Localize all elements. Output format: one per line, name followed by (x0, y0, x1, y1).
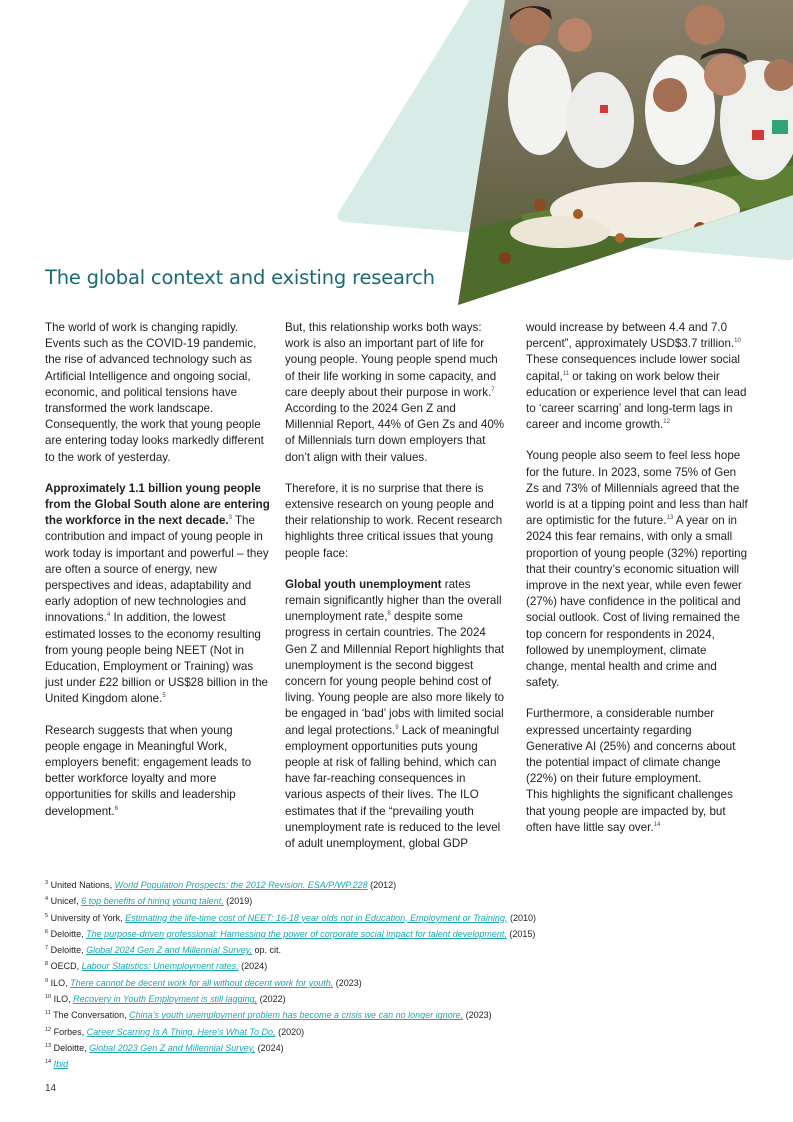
paragraph-text: Research suggests that when young people engage in Meaningful Work, employers benefit: engagement leads to better workforce loyalty and more opportunities for skills and leadership development. (45, 723, 252, 818)
footnote-ref: 7 (491, 386, 495, 393)
paragraph-text: These consequences include lower social capital, (526, 353, 740, 383)
footnote-number: 13 (45, 1042, 52, 1049)
footnote-source: Deloitte, (50, 945, 87, 956)
highlight-text: Approximately 1.1 billion young people from the Global South alone are entering the workforce in the next decade. (45, 481, 270, 528)
paragraph-text: The contribution and impact of young people in work today is important and powerful – they are often a source of energy, new perspectives and ideas, adaptability and early adoption of new technologies and innovations. (45, 514, 269, 625)
footnote-item (45, 910, 765, 926)
footnote-item (45, 942, 765, 958)
footnote-source: Deloitte, (53, 1042, 90, 1053)
footnotes (45, 877, 765, 1073)
page-title: The global context and existing research (45, 266, 435, 289)
footnote-item (45, 877, 765, 893)
footnote-number: 11 (45, 1010, 51, 1017)
footnote-link[interactable]: Ibid (53, 1059, 69, 1070)
footnote-link[interactable]: Career Scarring Is A Thing. Here’s What To Do, (86, 1026, 276, 1037)
footnote-tail: op. cit. (252, 945, 282, 956)
paragraph-text: But, this relationship works both ways: work is also an important part of life for young people. Young people spend much of their life working in some capacity, and care deeply about their purpose in work. (285, 321, 498, 399)
footnote-item (45, 991, 765, 1007)
footnote-number: 14 (45, 1059, 52, 1066)
paragraph-text: This highlights the significant challenges that young people are impacted by, but often have little say over. (526, 788, 733, 834)
paragraph-text: or taking on work below their education or experience level that can lead to ‘career scarring’ and long-term lags in career and income growth. (526, 369, 747, 432)
footnote-number: 6 (45, 928, 49, 935)
footnote-ref: 4 (106, 612, 111, 619)
footnote-item (45, 1040, 765, 1056)
footnote-tail: (2024) (255, 1042, 284, 1053)
footnote-link[interactable]: China’s youth unemployment problem has become a crisis we can no longer ignore, (129, 1010, 464, 1021)
footnote-link[interactable]: Labour Statistics: Unemployment rates, (81, 961, 239, 972)
paragraph-text: According to the 2024 Gen Z and Millennial Report, 44% of Gen Zs and 40% of Millennials turn down employers that don’t align with their values. (285, 402, 505, 464)
column-2 (285, 320, 505, 867)
footnote-ref: 10 (734, 338, 741, 345)
column-3 (526, 320, 750, 851)
paragraph (526, 448, 750, 691)
footnote-link[interactable]: There cannot be decent work for all without decent work for youth, (70, 977, 334, 988)
footnote-item (45, 1007, 765, 1023)
footnote-source: ILO, (53, 994, 74, 1005)
footnote-source: Unicef, (50, 896, 82, 907)
paragraph-text: despite some progress in certain countries. The 2024 Gen Z and Millennial Report highlights that unemployment is the second biggest concern for young people behind cost of living. Young people are also more likely to be engaged in ‘bad’ jobs with limited social and legal protections. (285, 610, 505, 737)
paragraph-text: would increase by between 4.4 and 7.0 percent”, approximately USD$3.7 trillion. (526, 321, 735, 351)
paragraph (285, 481, 505, 562)
paragraph-text: Therefore, it is no surprise that there is extensive research on young people and their relationship to work. Recent research highlights three critical issues that young people face: (285, 481, 503, 560)
footnote-item (45, 926, 765, 942)
footnote-source: University of York, (50, 912, 126, 923)
footnote-ref: 6 (114, 805, 118, 812)
hero-image (0, 0, 793, 310)
footnote-ref: 11 (562, 370, 569, 377)
footnote-item (45, 1056, 765, 1072)
paragraph-text: rates remain significantly higher than the overall unemployment rate, (285, 577, 502, 624)
footnote-number: 10 (45, 994, 52, 1001)
highlight-text: Global youth unemployment (285, 577, 442, 591)
footnote-number: 9 (45, 977, 49, 984)
paragraph (526, 320, 750, 433)
footnote-tail: (2023) (333, 977, 362, 988)
footnote-ref: 13 (666, 515, 674, 522)
paragraph-text: Young people also seem to feel less hope for the future. In 2023, some 75% of Gen Zs and 73% of Millennials agreed that the world is at a tipping point and less than half are optimistic for the future. (526, 449, 748, 528)
footnote-source: Forbes, (53, 1026, 87, 1037)
footnote-tail: (2012) (367, 880, 397, 890)
footnote-number: 7 (45, 945, 49, 952)
footnote-link[interactable]: World Population Prospects: the 2012 Revision. ESA/P/WP.228 (114, 880, 368, 890)
footnote-tail: (2022) (257, 994, 286, 1005)
footnote-source: ILO, (50, 977, 71, 988)
footnote-ref: 12 (663, 419, 670, 426)
footnote-link[interactable]: Global 2024 Gen Z and Millennial Survey, (86, 945, 253, 956)
paragraph (526, 706, 750, 836)
footnote-link[interactable]: 6 top benefits of hiring young talent, (81, 896, 224, 907)
paragraph-text: A year on in 2024 this fear remains, with only a small proportion of young people (32%) reporting that their country’s economic situation will improve in the next year, while even fewer (27%) have confidence in the political and social outlook. Cost of living remained the top concern for respondents in 2024, followed by unemployment, climate change, mental health and crime and safety. (526, 514, 748, 690)
footnote-source: Deloitte, (50, 928, 87, 939)
paragraph-text: Lack of meaningful employment opportunities puts young people at risk of falling behind, which can have far-reaching consequences in various aspects of their lives. The ILO estimates that if the “prevailing youth unemployment rate is reduced to the level of adult unemployment, global GDP (285, 723, 501, 851)
footnote-number: 4 (45, 896, 49, 903)
footnote-ref: 8 (387, 611, 391, 618)
paragraph-text: In addition, the lowest estimated losses to the economy resulting from young people being NEET (Not in Education, Employment or Training) was just under £22 billion or US$28 billion in the United Kingdom alone. (45, 611, 268, 706)
footnote-number: 8 (45, 961, 49, 968)
footnote-item (45, 893, 765, 909)
footnote-tail: (2019) (223, 896, 253, 907)
paragraph-text: The world of work is changing rapidly. Events such as the COVID-19 pandemic, the rise of advanced technology such as Artificial Intelligence and ongoing social, economic, and political tensions have transformed the work landscape. Consequently, the work that young people are entering today looks markedly different to the work of yesterday. (45, 321, 264, 464)
footnote-number: 5 (45, 912, 49, 919)
footnote-link[interactable]: Global 2023 Gen Z and Millennial Survey, (89, 1042, 256, 1053)
paragraph (45, 723, 270, 820)
paragraph-text: Furthermore, a considerable number expressed uncertainty regarding Generative AI (25%) and concerns about the potential impact of climate change (22%) on their future employment. (526, 707, 736, 786)
paragraph (285, 320, 505, 466)
hero-photo-graphic (0, 0, 793, 310)
footnote-ref: 9 (395, 724, 399, 731)
footnote-tail: (2010) (507, 912, 536, 923)
footnote-item (45, 975, 765, 991)
footnote-link[interactable]: Estimating the life-time cost of NEET: 16-18 year olds not in Education, Employment or Training, (125, 912, 508, 923)
footnote-source: The Conversation, (53, 1010, 130, 1021)
footnote-source: United Nations, (50, 880, 115, 890)
footnote-link[interactable]: Recovery in Youth Employment is still lagging, (73, 994, 258, 1005)
footnote-number: 12 (45, 1026, 52, 1033)
footnote-ref: 5 (162, 693, 166, 700)
paragraph (45, 481, 270, 708)
footnote-item (45, 1024, 765, 1040)
footnote-ref: 3 (228, 515, 232, 522)
footnote-ref: 14 (653, 822, 661, 829)
paragraph (285, 577, 505, 852)
page-number: 14 (45, 1083, 57, 1094)
footnote-tail: (2024) (238, 961, 268, 972)
footnote-source: OECD, (50, 961, 82, 972)
paragraph (45, 320, 270, 466)
footnote-tail: (2020) (275, 1026, 305, 1037)
footnote-link[interactable]: The purpose-driven professional: Harnessing the power of corporate social impact for talent development, (86, 928, 507, 939)
footnote-number: 3 (45, 880, 49, 886)
footnote-tail: (2023) (463, 1010, 492, 1021)
footnote-item (45, 958, 765, 974)
column-1 (45, 320, 270, 835)
footnote-tail: (2015) (506, 928, 536, 939)
